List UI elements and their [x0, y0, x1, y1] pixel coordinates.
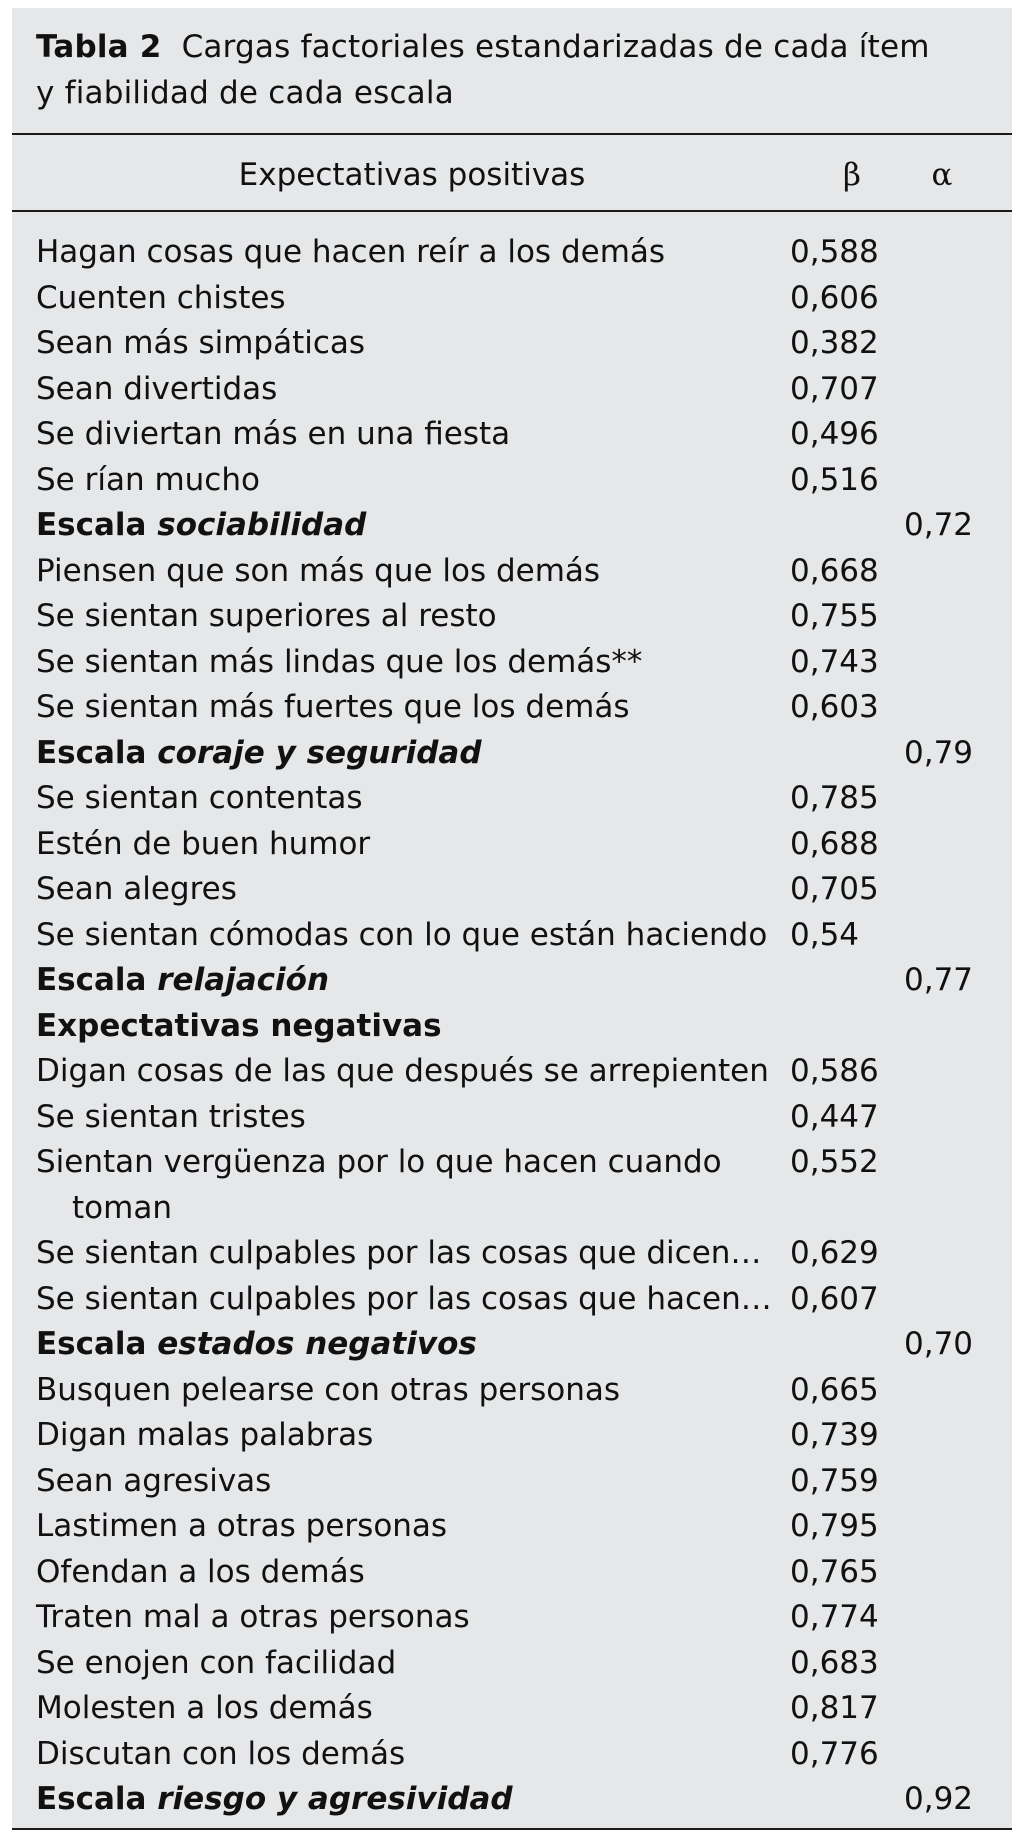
scale-label: [36, 958, 806, 1004]
beta-value: 0,496: [790, 416, 879, 452]
table-row: [12, 412, 1012, 458]
beta-value: 0,688: [790, 825, 879, 862]
header-beta: β: [843, 157, 861, 193]
table-row: [12, 1095, 1012, 1141]
table-row: [12, 685, 1012, 731]
table-row: [12, 1413, 1012, 1459]
header-item: Expectativas positivas: [238, 157, 586, 193]
scale-prefix: Escala: [36, 734, 147, 771]
item-text: Se sientan culpables por las cosas que hacen…: [36, 1280, 772, 1317]
bottom-rule: [12, 1828, 1012, 1830]
item-text: Se sientan cómodas con lo que están haciendo: [36, 916, 768, 953]
table-label: Tabla 2: [36, 29, 162, 65]
section-heading: Expectativas negativas: [36, 1007, 442, 1044]
item-text: [36, 1140, 806, 1231]
beta-value: 0,785: [790, 780, 879, 816]
beta-value: 0,607: [790, 1280, 879, 1317]
beta-value: 0,668: [790, 552, 879, 589]
table-container: [12, 8, 1012, 1830]
item-text: Sean más simpáticas: [36, 325, 366, 361]
beta-value: 0,707: [790, 370, 879, 407]
beta-value: 0,683: [790, 1644, 879, 1681]
beta-value: 0,795: [790, 1508, 879, 1544]
beta-value: 0,629: [790, 1235, 879, 1271]
table-row: [12, 1641, 1012, 1687]
item-text: Lastimen a otras personas: [36, 1508, 448, 1544]
scale-name: relajación: [157, 962, 330, 998]
beta-value: 0,586: [790, 1053, 879, 1089]
table-row: [12, 230, 1012, 276]
beta-value: 0,705: [790, 871, 879, 907]
caption-text-line2: y fiabilidad de cada escala: [36, 75, 454, 111]
item-text: Cuenten chistes: [36, 279, 286, 316]
beta-value: 0,739: [790, 1417, 879, 1453]
table-row: [12, 594, 1012, 640]
table-row: [12, 549, 1012, 595]
table-row: [12, 1504, 1012, 1550]
item-text: Digan malas palabras: [36, 1417, 374, 1453]
beta-value: 0,665: [790, 1371, 879, 1408]
beta-value: 0,765: [790, 1553, 879, 1590]
beta-value: 0,516: [790, 461, 879, 498]
beta-value: 0,606: [790, 279, 879, 316]
item-text: Se sientan tristes: [36, 1098, 306, 1135]
table-body: [12, 230, 1012, 1823]
item-text: Se sientan más fuertes que los demás: [36, 689, 630, 725]
table-row: [12, 1459, 1012, 1505]
section-heading-row: [12, 1004, 1012, 1050]
scale-row: [12, 1777, 1012, 1823]
scale-prefix: Escala: [36, 507, 147, 543]
item-text: Discutan con los demás: [36, 1735, 406, 1772]
scale-name: sociabilidad: [157, 507, 367, 543]
beta-value: 0,776: [790, 1735, 879, 1772]
scale-prefix: Escala: [36, 1326, 147, 1362]
beta-value: 0,603: [790, 689, 879, 725]
item-text: Se sientan culpables por las cosas que dicen…: [36, 1235, 762, 1271]
table-caption: [36, 24, 996, 116]
table-row: [12, 867, 1012, 913]
beta-value: 0,817: [790, 1690, 879, 1726]
beta-value: 0,588: [790, 234, 879, 270]
beta-value: 0,54: [790, 916, 860, 953]
header-alpha: α: [931, 157, 953, 193]
table-row: [12, 822, 1012, 868]
item-text: Molesten a los demás: [36, 1690, 373, 1726]
item-text: Se sientan superiores al resto: [36, 598, 497, 634]
table-row: [12, 321, 1012, 367]
item-text-line1: Sientan vergüenza por lo que hacen cuando: [36, 1144, 722, 1180]
item-text: Hagan cosas que hacen reír a los demás: [36, 234, 666, 270]
table-row: [12, 458, 1012, 504]
table-row: [12, 1140, 1012, 1231]
beta-value: 0,743: [790, 643, 879, 680]
alpha-value: 0,92: [904, 1781, 974, 1817]
table-row: [12, 1368, 1012, 1414]
table-row: [12, 1595, 1012, 1641]
item-text: Sean divertidas: [36, 370, 278, 407]
table-row: [12, 640, 1012, 686]
beta-value: 0,759: [790, 1462, 879, 1499]
scale-prefix: Escala: [36, 962, 147, 998]
item-text: Se diviertan más en una fiesta: [36, 416, 511, 452]
item-text: Sean alegres: [36, 871, 237, 907]
item-text: Busquen pelearse con otras personas: [36, 1371, 621, 1408]
table-row: [12, 276, 1012, 322]
table-header: [12, 135, 1012, 210]
beta-value: 0,755: [790, 598, 879, 634]
table-row: [12, 1231, 1012, 1277]
table-row: [12, 1732, 1012, 1778]
item-text: Estén de buen humor: [36, 825, 371, 862]
beta-value: 0,552: [790, 1144, 879, 1180]
item-text: Ofendan a los demás: [36, 1553, 365, 1590]
scale-label: [36, 731, 806, 777]
beta-value: 0,447: [790, 1098, 879, 1135]
item-text: Sean agresivas: [36, 1462, 272, 1499]
table-row: [12, 776, 1012, 822]
item-text: Se sientan más lindas que los demás**: [36, 643, 643, 680]
scale-label: [36, 1322, 806, 1368]
alpha-value: 0,79: [904, 734, 974, 771]
alpha-value: 0,70: [904, 1326, 974, 1362]
scale-label: [36, 503, 806, 549]
scale-prefix: Escala: [36, 1781, 147, 1817]
alpha-value: 0,72: [904, 507, 974, 543]
item-text: Digan cosas de las que después se arrepienten: [36, 1053, 769, 1089]
table-row: [12, 1686, 1012, 1732]
beta-value: 0,382: [790, 325, 879, 361]
table-row: [12, 1049, 1012, 1095]
item-text: Se enojen con facilidad: [36, 1644, 397, 1681]
scale-name: estados negativos: [157, 1326, 477, 1362]
table-row: [12, 1277, 1012, 1323]
item-text-continuation: toman: [72, 1189, 172, 1226]
table-row: [12, 1550, 1012, 1596]
item-text: Se sientan contentas: [36, 780, 363, 816]
scale-row: [12, 731, 1012, 777]
alpha-value: 0,77: [904, 962, 974, 998]
table-row: [12, 913, 1012, 959]
scale-row: [12, 958, 1012, 1004]
table-row: [12, 367, 1012, 413]
scale-name: coraje y seguridad: [157, 734, 482, 771]
scale-row: [12, 1322, 1012, 1368]
caption-text-line1: Cargas factoriales estandarizadas de cada ítem: [181, 29, 930, 65]
item-text: Piensen que son más que los demás: [36, 552, 601, 589]
scale-label: [36, 1777, 806, 1823]
scale-name: riesgo y agresividad: [157, 1781, 513, 1817]
header-rule: [12, 210, 1012, 212]
item-text: Se rían mucho: [36, 461, 260, 498]
scale-row: [12, 503, 1012, 549]
beta-value: 0,774: [790, 1599, 879, 1635]
item-text: Traten mal a otras personas: [36, 1599, 470, 1635]
